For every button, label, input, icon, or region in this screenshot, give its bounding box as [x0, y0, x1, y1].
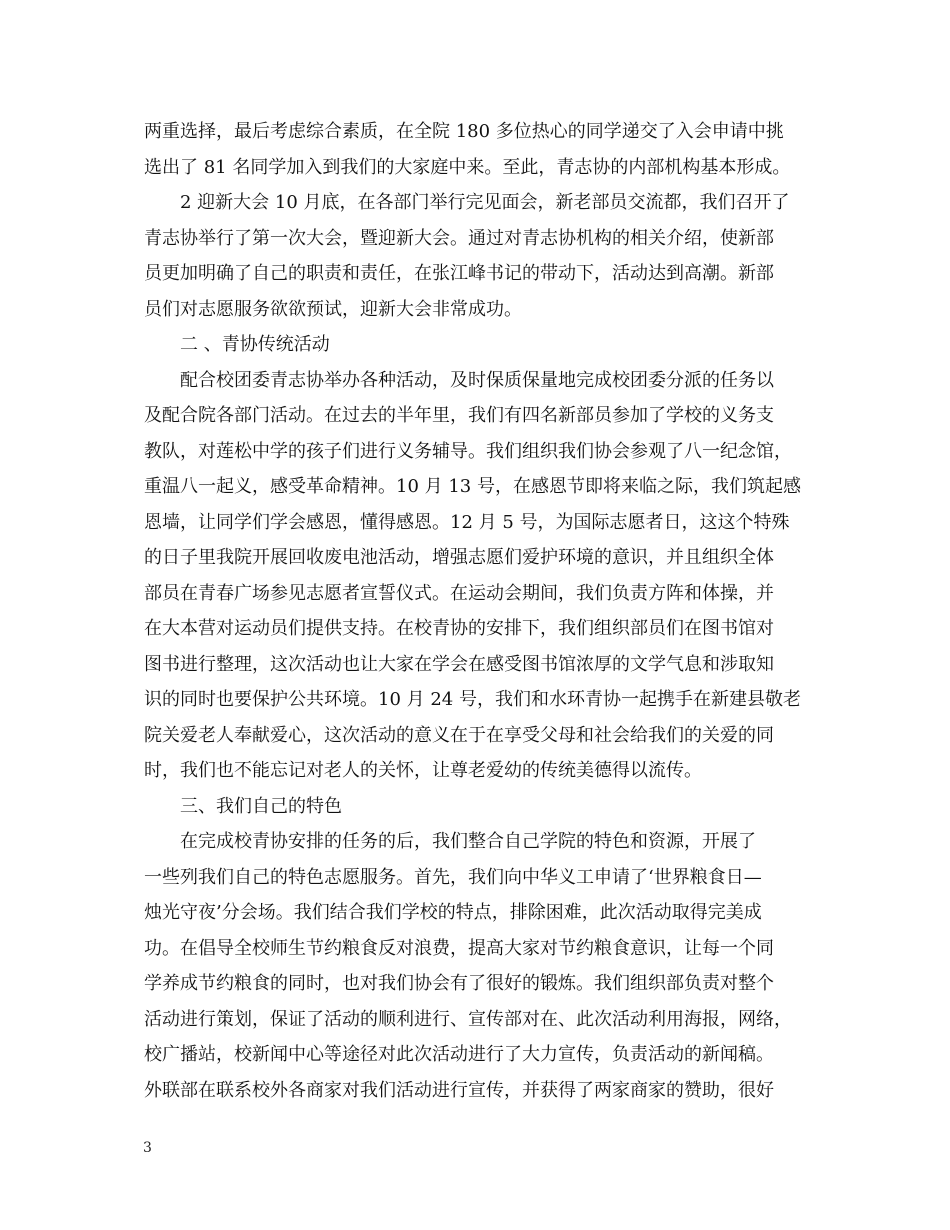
text-line: 学养成节约粮食的同时，也对我们协会有了很好的锻炼。我们组织部负责对整个 — [144, 973, 774, 994]
text-line: 烛光守夜’分会场。我们结合我们学校的特点，排除困难，此次活动取得完美成 — [144, 902, 762, 923]
text-line: 两重选择，最后考虑综合素质，在全院 180 多位热心的同学递交了入会申请中挑 — [144, 121, 784, 142]
page-number: 3 — [143, 1140, 152, 1156]
text-line: 教队，对莲松中学的孩子们进行义务辅导。我们组织我们协会参观了八一纪念馆， — [144, 440, 792, 462]
text-line: 在大本营对运动员们提供支持。在校青协的安排下，我们组织部员们在图书馆对 — [144, 618, 774, 639]
text-line: 院关爱老人奉献爱心，这次活动的意义在于在享受父母和社会给我们的关爱的同 — [144, 724, 774, 746]
text-line: 图书进行整理，这次活动也让大家在学会在感受图书馆浓厚的文学气息和涉取知 — [144, 653, 774, 675]
text-line: 的日子里我院开展回收废电池活动，增强志愿们爱护环境的意识，并且组织全体 — [144, 547, 774, 568]
section-heading: 三、我们自己的特色 — [180, 795, 342, 817]
text-line: 选出了 81 名同学加入到我们的大家庭中来。至此，青志协的内部机构基本形成。 — [144, 156, 791, 178]
text-line: 一些列我们自己的特色志愿服务。首先，我们向中华义工申请了‘世界粮食日— — [144, 866, 762, 888]
section-heading: 二 、青协传统活动 — [180, 334, 330, 355]
text-line: 员们对志愿服务欲欲预试，迎新大会非常成功。 — [144, 298, 522, 320]
text-line: 部员在青春广场参见志愿者宣誓仪式。在运动会期间，我们负责方阵和体操，并 — [144, 582, 774, 604]
text-line: 及配合院各部门活动。在过去的半年里，我们有四名新部员参加了学校的义务支 — [144, 405, 774, 426]
text-line: 校广播站，校新闻中心等途径对此次活动进行了大力宣传，负责活动的新闻稿。 — [144, 1044, 774, 1065]
text-line: 活动进行策划，保证了活动的顺利进行、宣传部对在、此次活动利用海报，网络， — [144, 1008, 792, 1030]
text-line: 功。在倡导全校师生节约粮食反对浪费，提高大家对节约粮食意识，让每一个同 — [144, 937, 774, 959]
text-line: 重温八一起义，感受革命精神。10 月 13 号，在感恩节即将来临之际，我们筑起感 — [144, 476, 801, 497]
text-line: 识的同时也要保护公共环境。10 月 24 号，我们和水环青协一起携手在新建县敬老 — [144, 689, 801, 710]
text-line: 时，我们也不能忘记对老人的关怀，让尊老爱幼的传统美德得以流传。 — [144, 760, 702, 781]
paragraph-start-line: 配合校团委青志协举办各种活动，及时保质保量地完成校团委分派的任务以 — [180, 369, 774, 391]
paragraph-start-line: 2 迎新大会 10 月底，在各部门举行完见面会，新老部员交流都，我们召开了 — [180, 192, 790, 213]
text-line: 青志协举行了第一次大会，暨迎新大会。通过对青志协机构的相关介绍，使新部 — [144, 227, 774, 249]
text-line: 恩墙，让同学们学会感恩，懂得感恩。12 月 5 号，为国际志愿者日，这这个特殊 — [144, 511, 790, 533]
paragraph-start-line: 在完成校青协安排的任务的后，我们整合自己学院的特色和资源，开展了 — [180, 831, 756, 852]
text-line: 员更加明确了自己的职责和责任，在张江峰书记的带动下，活动达到高潮。新部 — [144, 263, 774, 284]
text-line: 外联部在联系校外各商家对我们活动进行宣传，并获得了两家商家的赞助，很好 — [144, 1079, 774, 1101]
document-body — [144, 114, 814, 1108]
